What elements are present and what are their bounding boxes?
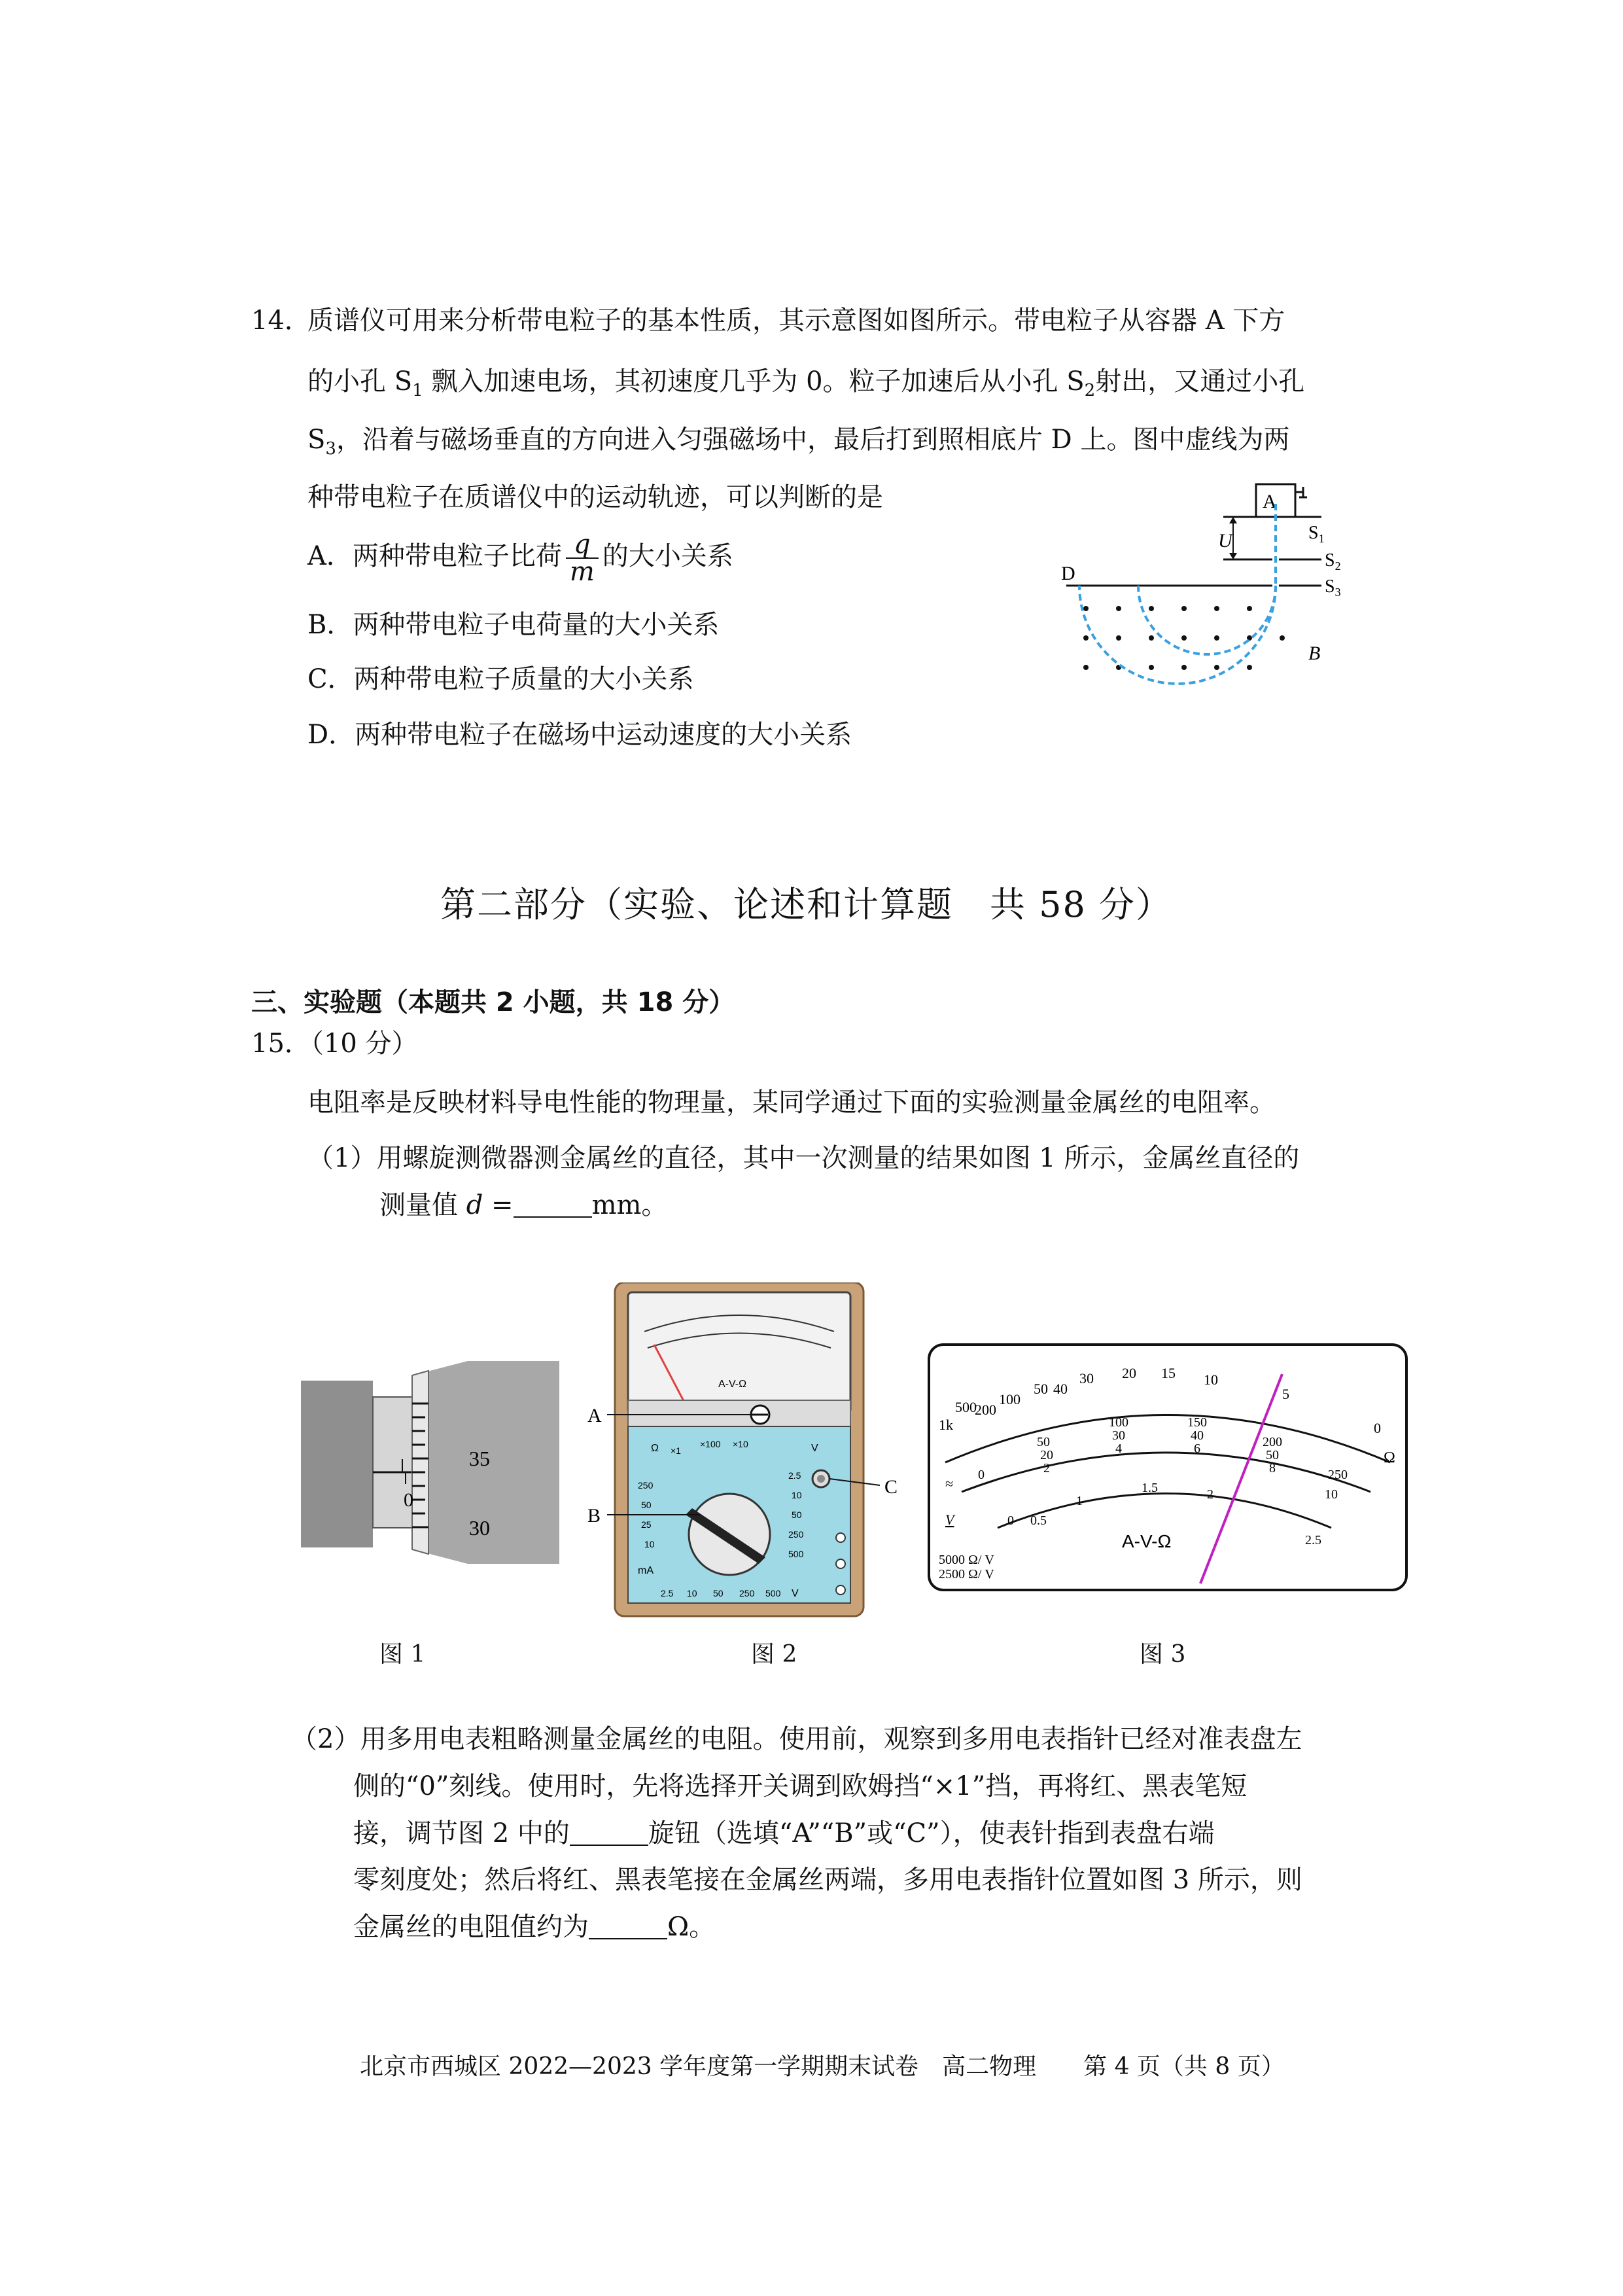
label-knob-b: B [587, 1505, 601, 1527]
micrometer-frame [301, 1381, 373, 1547]
q14-number: 14． [251, 306, 311, 336]
page-footer: 北京市西城区 2022—2023 学年度第一学期期末试卷 高二物理 第 4 页（共 8 页） [360, 2053, 1285, 2080]
ohm-label: 10 [1204, 1371, 1218, 1388]
meter-center-text: A-V-Ω [1122, 1531, 1172, 1551]
meter-spec-1: 5000 Ω/ V [939, 1553, 994, 1567]
q14-option-d: D．两种带电粒子在磁场中运动速度的大小关系 [307, 720, 852, 750]
q15-part1-line2: 测量值 d = mm。 [379, 1190, 668, 1220]
ohm-label: 50 [1034, 1381, 1048, 1397]
label-knob-a: A [587, 1405, 602, 1426]
sleeve-label-0: 0 [404, 1489, 413, 1511]
svg-text:200: 200 [1263, 1435, 1282, 1449]
svg-text:0: 0 [1007, 1513, 1014, 1528]
svg-text:250: 250 [1328, 1468, 1348, 1482]
multimeter-display [628, 1292, 850, 1413]
fraction-q-over-m: $\frac{q}{m}$ [566, 531, 599, 585]
multimeter-figure [576, 1282, 942, 1623]
mass-spectrometer-diagram [1047, 478, 1387, 694]
answer-blank-diameter[interactable] [514, 1190, 592, 1218]
meter-spec-2: 2500 Ω/ V [939, 1567, 994, 1581]
label-u: U [1218, 530, 1232, 552]
svg-text:25: 25 [641, 1519, 652, 1530]
ohm-label: 500 [955, 1399, 977, 1415]
dc-v-symbol: V [945, 1511, 954, 1528]
micrometer-figure [298, 1335, 566, 1590]
svg-text:2.5: 2.5 [788, 1470, 801, 1481]
svg-text:10: 10 [792, 1490, 802, 1500]
q15-intro: 电阻率是反映材料导电性能的物理量，某同学通过下面的实验测量金属丝的电阻率。 [307, 1087, 1276, 1118]
q15-part2-line5: 金属丝的电阻值约为 Ω。 [353, 1912, 716, 1942]
svg-text:4: 4 [1115, 1441, 1122, 1456]
ohm-label: 100 [999, 1391, 1021, 1407]
svg-text:50: 50 [1037, 1435, 1050, 1449]
q14-line3: $S_3$，沿着与磁场垂直的方向进入匀强磁场中，最后打到照相底片 D 上。图中虚线为两 [307, 425, 1290, 459]
q14-line1: 质谱仪可用来分析带电粒子的基本性质，其示意图如图所示。带电粒子从容器 A 下方 [307, 306, 1285, 336]
answer-blank-knob[interactable] [570, 1818, 648, 1846]
q14-option-a: A．两种带电粒子比荷 $\frac{q}{m}$ 的大小关系 [307, 529, 733, 587]
svg-text:500: 500 [765, 1588, 781, 1598]
svg-text:30: 30 [1112, 1428, 1125, 1443]
svg-text:250: 250 [788, 1529, 804, 1540]
q14-option-c: C．两种带电粒子质量的大小关系 [307, 664, 694, 694]
svg-text:Ω: Ω [651, 1443, 659, 1454]
svg-text:50: 50 [792, 1510, 802, 1520]
ohm-label: 15 [1161, 1365, 1176, 1381]
ohm-label: 30 [1079, 1370, 1094, 1386]
q15-part2-line2: 侧的“0”刻线。使用时，先将选择开关调到欧姆挡“×1”挡，再将红、黑表笔短 [353, 1771, 1248, 1801]
svg-text:10: 10 [687, 1588, 697, 1598]
svg-text:50: 50 [1266, 1448, 1279, 1462]
q15-part2-line1: （2）用多用电表粗略测量金属丝的电阻。使用前，观察到多用电表指针已经对准表盘左 [291, 1724, 1302, 1754]
svg-text:0.5: 0.5 [1030, 1513, 1047, 1528]
svg-text:×10: ×10 [733, 1439, 748, 1449]
answer-blank-resistance[interactable] [589, 1912, 667, 1939]
svg-text:2.5: 2.5 [1305, 1533, 1321, 1547]
svg-text:100: 100 [1109, 1415, 1128, 1430]
svg-text:50: 50 [641, 1500, 652, 1510]
fig2-caption: 图 2 [751, 1641, 797, 1668]
svg-text:500: 500 [788, 1549, 804, 1559]
svg-text:40: 40 [1191, 1428, 1204, 1443]
label-s2: $S_2$ [1325, 550, 1341, 573]
label-s1: $S_1$ [1308, 523, 1325, 545]
ohm-label: 0 [1374, 1420, 1381, 1436]
fig1-caption: 图 1 [379, 1641, 426, 1668]
svg-text:20: 20 [1040, 1448, 1053, 1462]
svg-text:2: 2 [1207, 1487, 1213, 1502]
svg-text:V: V [811, 1443, 818, 1454]
ohm-label: 1k [939, 1417, 953, 1433]
svg-text:10: 10 [644, 1539, 655, 1549]
thimble-label-30: 30 [469, 1516, 490, 1540]
ohm-label: 40 [1053, 1381, 1068, 1397]
label-knob-c: C [884, 1476, 898, 1498]
fig3-caption: 图 3 [1140, 1641, 1186, 1668]
svg-text:×1: ×1 [671, 1445, 681, 1456]
section3-heading: 三、实验题（本题共 2 小题，共 18 分） [251, 987, 735, 1017]
svg-text:250: 250 [638, 1480, 654, 1491]
svg-text:150: 150 [1187, 1415, 1207, 1430]
svg-text:V: V [792, 1588, 799, 1599]
label-d: D [1061, 563, 1075, 584]
ohm-label: 200 [975, 1402, 996, 1418]
svg-text:50: 50 [713, 1588, 724, 1598]
q14-line4: 种带电粒子在质谱仪中的运动轨迹，可以判断的是 [307, 482, 883, 512]
ohm-unit-right: Ω [1384, 1449, 1395, 1466]
svg-text:250: 250 [739, 1588, 755, 1598]
label-s3: $S_3$ [1325, 576, 1341, 599]
svg-text:6: 6 [1194, 1441, 1200, 1456]
q15-part2-line3: 接，调节图 2 中的 旋钮（选填“A”“B”或“C”），使表针指到表盘右端 [353, 1818, 1215, 1848]
q14-option-b: B．两种带电粒子电荷量的大小关系 [307, 610, 720, 640]
ohm-label: 5 [1282, 1386, 1289, 1402]
svg-text:8: 8 [1269, 1461, 1276, 1475]
q15-part1-line1: （1）用螺旋测微器测金属丝的直径，其中一次测量的结果如图 1 所示，金属丝直径的 [307, 1143, 1300, 1173]
q14-line2: 的小孔 $S_1$ 飘入加速电场，其初速度几乎为 0。粒子加速后从小孔 $S_2$射出，又通过小孔 [307, 366, 1305, 400]
svg-text:2.5: 2.5 [661, 1588, 674, 1598]
svg-text:×100: ×100 [700, 1439, 721, 1449]
svg-text:0: 0 [978, 1468, 985, 1482]
ohm-label: 20 [1122, 1365, 1136, 1381]
q15-number: 15．（10 分） [251, 1029, 418, 1059]
meter-face-figure [926, 1341, 1410, 1597]
display-text: A-V-Ω [718, 1379, 747, 1390]
particle-trajectories [1079, 504, 1276, 684]
svg-text:1.5: 1.5 [1142, 1481, 1158, 1495]
thimble-label-35: 35 [469, 1447, 490, 1470]
svg-text:10: 10 [1325, 1487, 1338, 1502]
label-a: A [1263, 491, 1277, 512]
svg-text:2: 2 [1043, 1461, 1050, 1475]
part2-title: 第二部分（实验、论述和计算题 共 58 分） [440, 884, 1173, 925]
q15-part2-line4: 零刻度处；然后将红、黑表笔接在金属丝两端，多用电表指针位置如图 3 所示，则 [353, 1865, 1302, 1895]
ac-symbol: ≈ [945, 1475, 954, 1492]
svg-text:mA: mA [638, 1565, 654, 1576]
label-b: B [1308, 643, 1321, 664]
svg-text:1: 1 [1076, 1494, 1083, 1508]
